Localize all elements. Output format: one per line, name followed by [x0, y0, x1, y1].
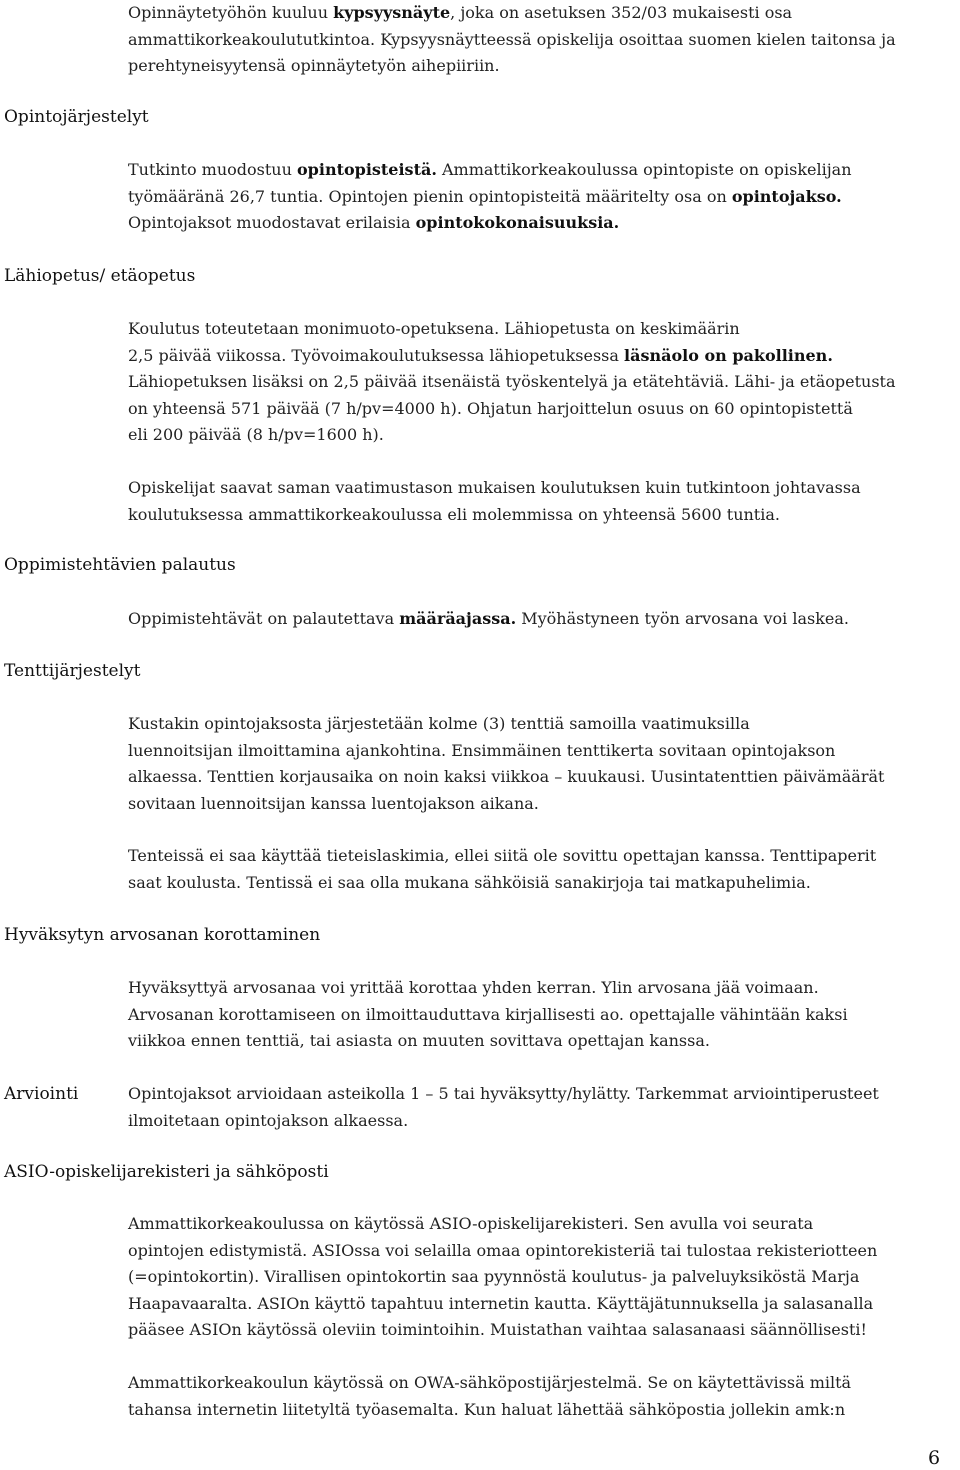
- text-run: sovitaan luennoitsijan kanssa luentojakson aikana.: [128, 793, 539, 813]
- text-line: [128, 369, 896, 396]
- paragraph-hyvaksyttya: [128, 975, 848, 1055]
- heading-korottaminen: Hyväksytyn arvosanan korottaminen: [4, 925, 321, 945]
- text-run: ilmoitetaan opintojakson alkaessa.: [128, 1110, 409, 1130]
- text-run: Ammattikorkeakoulussa opintopiste on opiskelijan: [436, 160, 852, 179]
- text-line: [128, 843, 876, 870]
- text-line: [128, 1370, 851, 1397]
- text-run: Koulutus toteutetaan monimuoto-opetuksena. Lähiopetusta on keskimäärin: [128, 319, 740, 338]
- heading-arviointi: Arviointi: [4, 1084, 79, 1104]
- text-run: viikkoa ennen tenttiä, tai asiasta on muuten sovittava opettajan kanssa.: [128, 1031, 710, 1050]
- text-run: pääsee ASIOn käytössä oleviin toimintoihin. Muistathan vaihtaa salasanaasi säännöllisesti!: [128, 1320, 867, 1339]
- heading-opintojarjestelyt: Opintojärjestelyt: [4, 107, 149, 127]
- text-run: koulutuksessa ammattikorkeakoulussa eli molemmissa on yhteensä 5600 tuntia.: [128, 504, 780, 524]
- paragraph-tutkinto: [128, 157, 852, 237]
- text-run: luennoitsijan ilmoittamina ajankohtina. Ensimmäinen tenttikerta sovitaan opintojakson: [128, 740, 836, 760]
- text-line: [128, 210, 852, 237]
- text-run: on yhteensä 571 päivää (7 h/pv=4000 h). Ohjatun harjoittelun osuus on 60 opintopistettä: [128, 398, 853, 418]
- text-line: [128, 1211, 877, 1238]
- paragraph-asio: [128, 1211, 877, 1344]
- text-line: [128, 764, 884, 791]
- bold-term: opintokokonaisuuksia.: [415, 213, 620, 232]
- text-run: perehtyneisyytensä opinnäytetyön aihepiiriin.: [128, 56, 500, 75]
- text-run: Hyväksyttyä arvosanaa voi yrittää korottaa yhden kerran. Ylin arvosana jää voimaan.: [128, 978, 819, 997]
- text-line: [128, 184, 852, 211]
- text-line: [128, 606, 849, 633]
- text-run: tahansa internetin liitetyltä työasemalta. Kun haluat lähettää sähköpostia jollekin amk:n: [128, 1399, 846, 1419]
- heading-asio: ASIO-opiskelijarekisteri ja sähköposti: [4, 1162, 329, 1182]
- text-line: [128, 1317, 877, 1344]
- text-run: Opintojaksot arvioidaan asteikolla 1 – 5 tai hyväksytty/hylätty. Tarkemmat arviointiperusteet: [128, 1084, 879, 1103]
- text-line: [128, 870, 876, 897]
- text-run: , joka on asetuksen 352/03 mukaisesti osa: [450, 3, 793, 22]
- paragraph-kustakin: [128, 711, 884, 817]
- text-run: ammattikorkeakoulututkintoa. Kypsyysnäytteessä opiskelija osoittaa suomen kielen taitonsa ja: [128, 29, 896, 49]
- text-run: Tutkinto muodostuu: [128, 160, 297, 179]
- text-run: Tenteissä ei saa käyttää tieteislaskimia, ellei siitä ole sovittu opettajan kanssa. Tenttipaperit: [128, 846, 877, 865]
- text-line: [128, 1108, 879, 1135]
- text-run: alkaessa. Tenttien korjausaika on noin kaksi viikkoa – kuukausi. Uusintatenttien päivämäärät: [128, 767, 885, 786]
- text-line: [128, 1397, 851, 1424]
- bold-term: kypsyysnäyte: [333, 3, 451, 22]
- paragraph-owa: [128, 1370, 851, 1423]
- heading-oppimistehtavien-palautus: Oppimistehtävien palautus: [4, 555, 236, 575]
- text-run: Kustakin opintojaksosta järjestetään kolme (3) tenttiä samoilla vaatimuksilla: [128, 714, 750, 733]
- text-line: [128, 316, 896, 343]
- bold-term: määräajassa.: [399, 609, 517, 628]
- text-line: [128, 0, 896, 27]
- bold-term: läsnäolo on pakollinen.: [624, 345, 833, 365]
- text-line: [128, 1291, 877, 1318]
- text-run: Lähiopetuksen lisäksi on 2,5 päivää itsenäistä työskentelyä ja etätehtäviä. Lähi- ja etäopetusta: [128, 372, 896, 391]
- text-line: [128, 27, 896, 54]
- paragraph-opiskelijat: [128, 475, 861, 528]
- text-run: Opiskelijat saavat saman vaatimustason mukaisen koulutuksen kuin tutkintoon johtavassa: [128, 478, 861, 497]
- page-number: 6: [928, 1447, 941, 1469]
- heading-lahiopetus: Lähiopetus/ etäopetus: [4, 266, 196, 286]
- text-run: saat koulusta. Tentissä ei saa olla mukana sähköisiä sanakirjoja tai matkapuhelimia.: [128, 872, 811, 892]
- text-run: Haapavaaralta. ASIOn käyttö tapahtuu internetin kautta. Käyttäjätunnuksella ja salasanalla: [128, 1293, 874, 1313]
- text-line: [128, 1081, 879, 1108]
- text-line: [128, 475, 861, 502]
- text-run: Arvosanan korottamiseen on ilmoittauduttava kirjallisesti ao. opettajalle vähintään kaksi: [128, 1004, 848, 1024]
- paragraph-oppimistehtavat: [128, 606, 849, 633]
- bold-term: opintojakso.: [731, 186, 842, 206]
- text-line: [128, 396, 896, 423]
- text-run: Opintojaksot muodostavat erilaisia: [128, 213, 416, 232]
- text-run: työmääränä 26,7 tuntia. Opintojen pienin opintopisteitä määritelty osa on: [128, 186, 732, 206]
- text-line: [128, 738, 884, 765]
- text-run: (=opintokortin). Virallisen opintokortin saa pyynnöstä koulutus- ja palveluyksiköstä Marja: [128, 1267, 860, 1286]
- text-run: Ammattikorkeakoulussa on käytössä ASIO-opiskelijarekisteri. Sen avulla voi seurata: [128, 1214, 814, 1233]
- text-line: [128, 975, 848, 1002]
- text-line: [128, 1028, 848, 1055]
- text-line: [128, 157, 852, 184]
- text-line: [128, 1002, 848, 1029]
- text-line: [128, 343, 896, 370]
- text-run: Myöhästyneen työn arvosana voi laskea.: [516, 609, 850, 628]
- text-run: 2,5 päivää viikossa. Työvoimakoulutuksessa lähiopetuksessa: [128, 345, 624, 365]
- text-line: [128, 53, 896, 80]
- text-line: [128, 1238, 877, 1265]
- paragraph-tenteissa: [128, 843, 876, 896]
- text-line: [128, 1264, 877, 1291]
- text-line: [128, 711, 884, 738]
- paragraph-kypsyysnayte: [128, 0, 896, 80]
- bold-term: opintopisteistä.: [297, 160, 437, 179]
- paragraph-koulutus: [128, 316, 896, 449]
- text-run: eli 200 päivää (8 h/pv=1600 h).: [128, 425, 384, 444]
- text-line: [128, 791, 884, 818]
- text-run: Ammattikorkeakoulun käytössä on OWA-sähköpostijärjestelmä. Se on käytettävissä miltä: [128, 1373, 852, 1392]
- paragraph-arviointi: [128, 1081, 879, 1134]
- text-line: [128, 422, 896, 449]
- heading-tenttijarjestelyt: Tenttijärjestelyt: [4, 661, 141, 681]
- text-run: Oppimistehtävät on palautettava: [128, 609, 400, 628]
- text-run: opintojen edistymistä. ASIOssa voi selailla omaa opintorekisteriä tai tulostaa rekisteriotteen: [128, 1240, 878, 1260]
- text-line: [128, 502, 861, 529]
- text-run: Opinnäytetyöhön kuuluu: [128, 3, 334, 22]
